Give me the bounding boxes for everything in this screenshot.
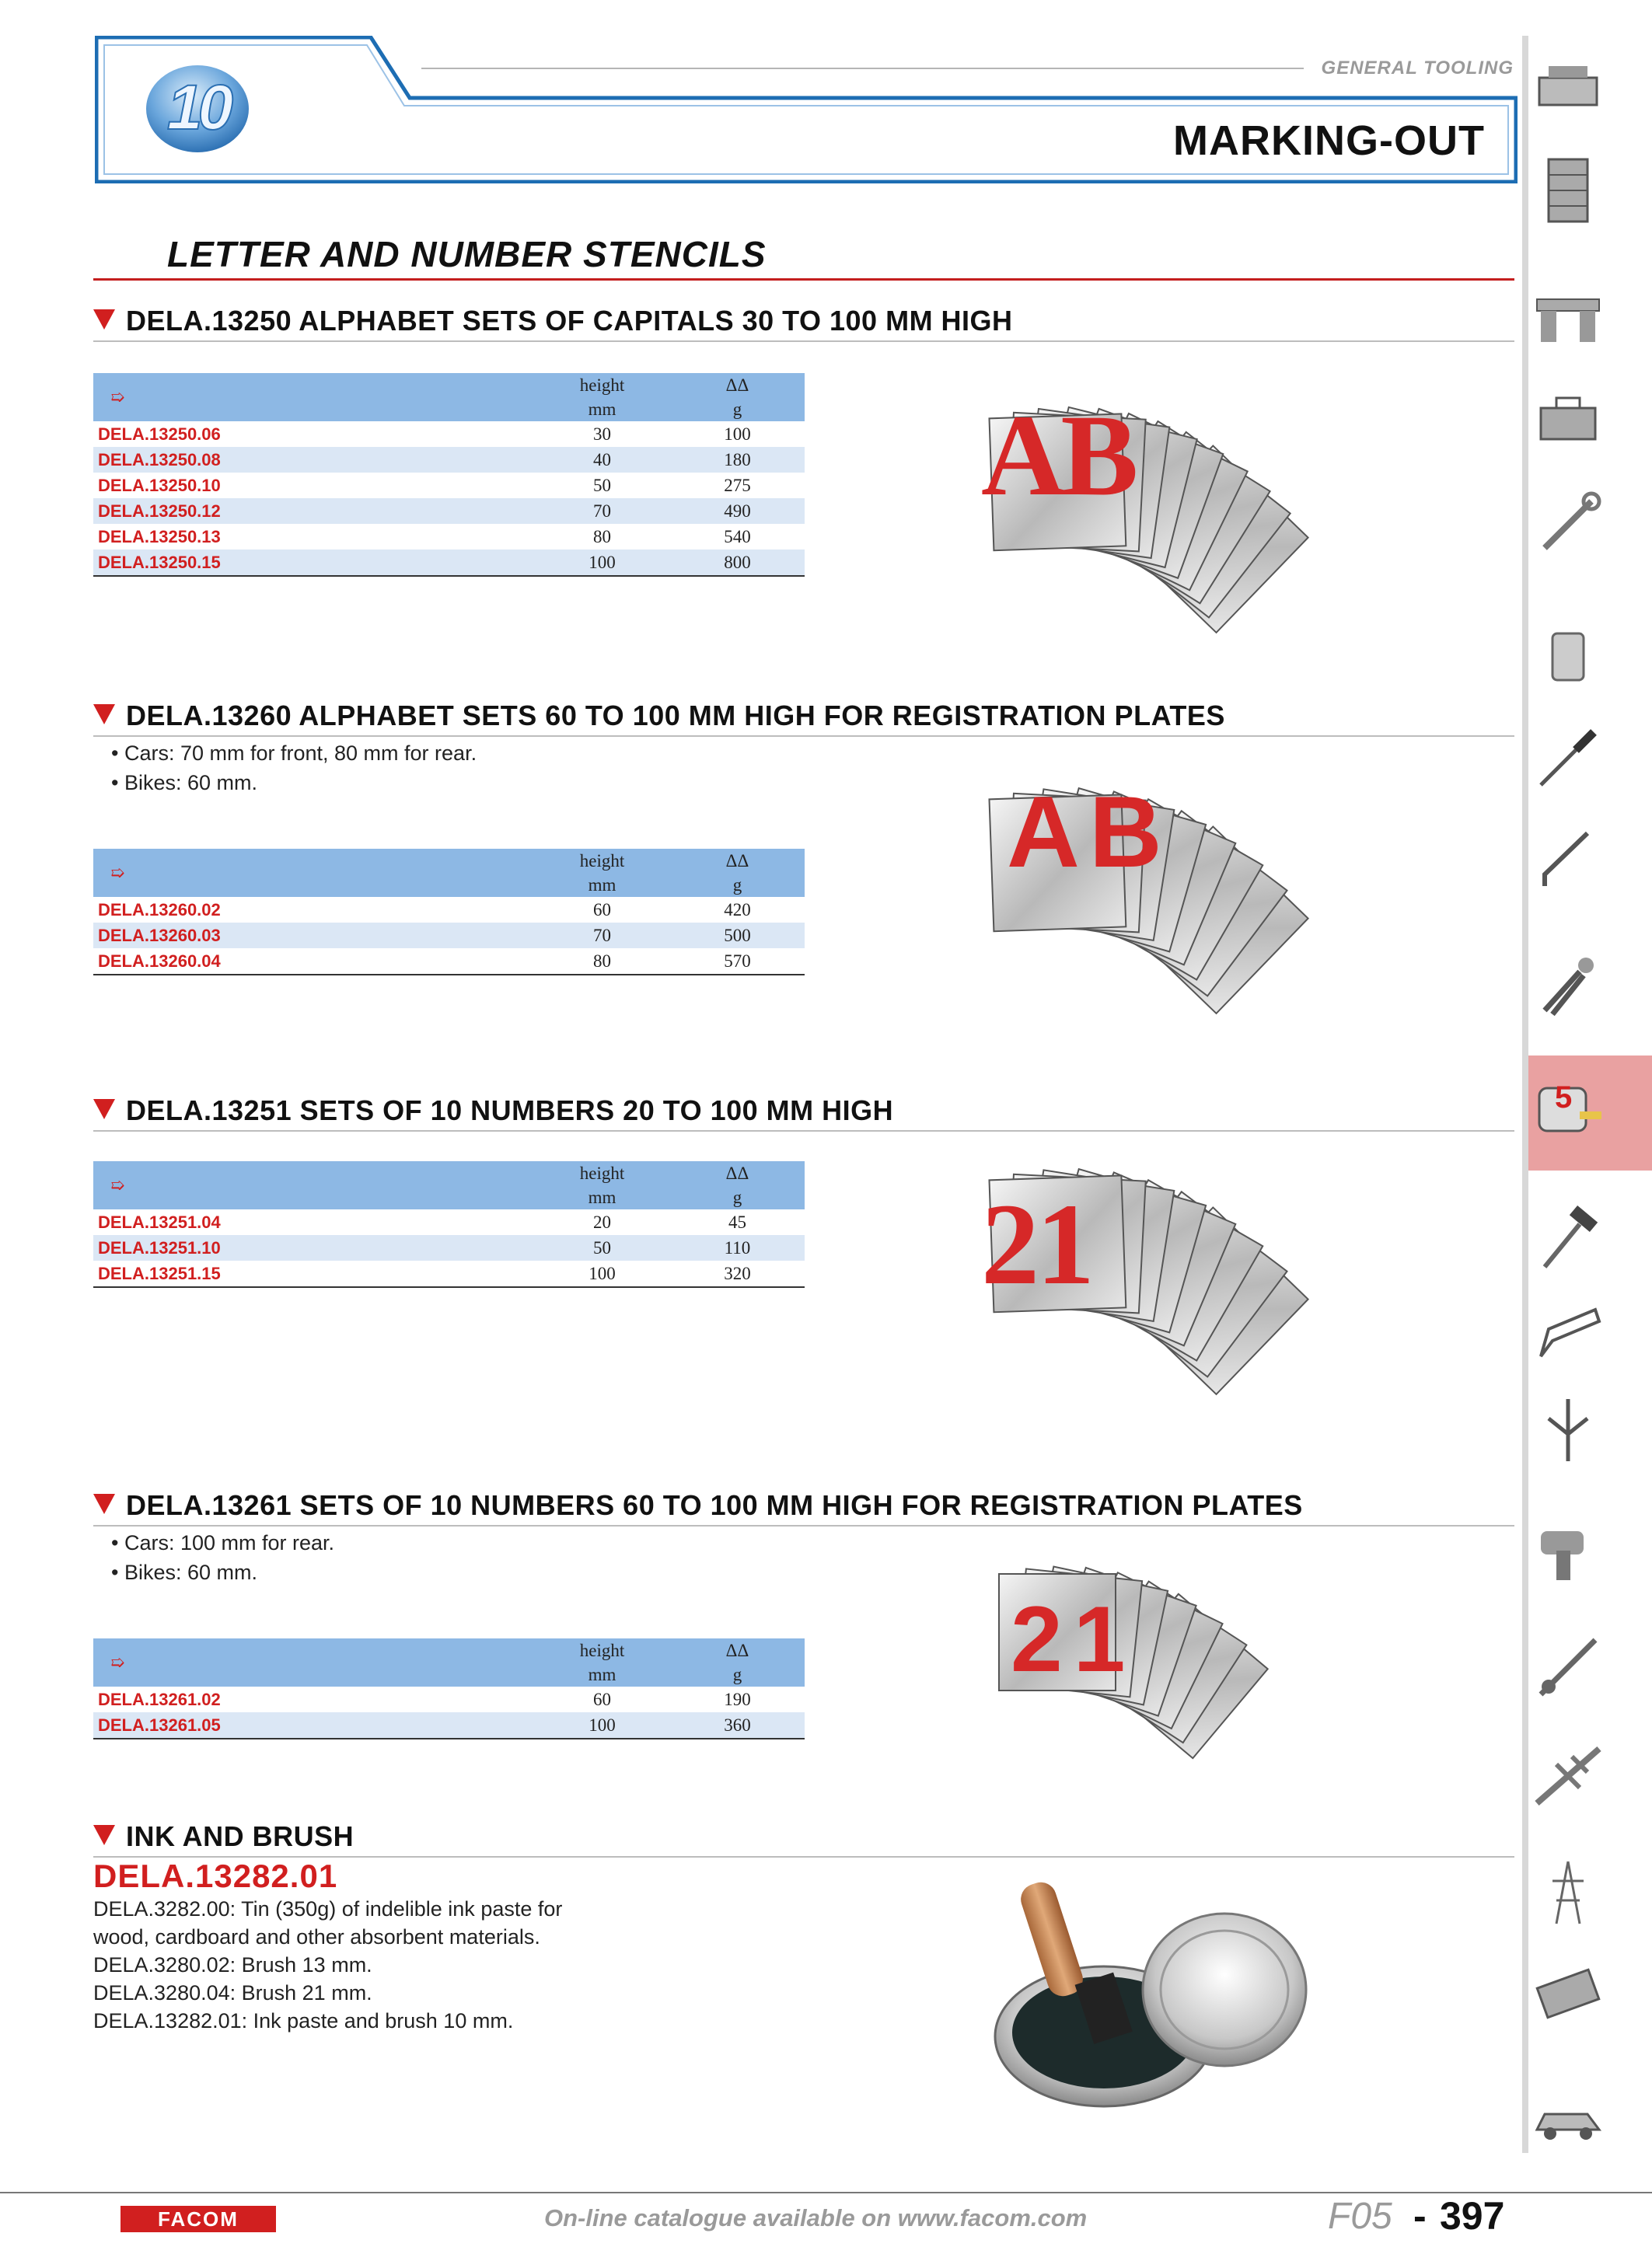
- electric-pylon-icon: [1533, 1858, 1603, 1928]
- reference-arrow-icon: ➯: [110, 864, 125, 883]
- car-icon: [1533, 2083, 1603, 2153]
- reference-arrow-icon: ➯: [110, 1653, 125, 1673]
- triangle-bullet-icon: [93, 309, 115, 330]
- stencil-letters: AB: [1007, 775, 1172, 888]
- table-row: DELA.13251.10 50 110: [93, 1235, 805, 1261]
- table-row: DELA.13251.15 100 320: [93, 1261, 805, 1287]
- workbench-icon: [1533, 54, 1603, 124]
- height-header: height: [534, 373, 670, 397]
- heading-divider: [93, 340, 1514, 342]
- bullet-list: • Cars: 100 mm for rear. • Bikes: 60 mm.: [111, 1531, 335, 1584]
- heading-divider: [93, 1525, 1514, 1527]
- ink-description: DELA.3282.00: Tin (350g) of indelible ink paste for wood, cardboard and other absorbent materials. DELA.3280.02: Brush 13 mm. DELA.3280.04: Brush 21 mm. DELA.13282.01: Ink paste and brush 10 mm.: [93, 1897, 563, 2032]
- table-row: DELA.13250.08 40 180: [93, 447, 805, 473]
- chapter-number: 10: [166, 72, 229, 143]
- category-label: GENERAL TOOLING: [1321, 58, 1514, 79]
- table-row: DELA.13260.04 80 570: [93, 948, 805, 975]
- table-row: DELA.13250.13 80 540: [98, 527, 751, 546]
- triangle-bullet-icon: [93, 1494, 115, 1514]
- chapter-badge: [141, 61, 254, 158]
- section-divider: [93, 278, 1514, 281]
- table-row: DELA.13260.02 60 420: [98, 900, 751, 919]
- triangle-bullet-icon: [93, 1825, 115, 1845]
- facom-logo: FACOM: [120, 2206, 276, 2232]
- bullet-list: • Cars: 70 mm for front, 80 mm for rear. • Bikes: 60 mm.: [111, 741, 477, 794]
- socket-icon: [1533, 622, 1603, 692]
- triangle-bullet-icon: [93, 704, 115, 724]
- reference-arrow-icon: ➯: [110, 388, 125, 407]
- hammer-icon: [1533, 1205, 1603, 1275]
- side-index-line: [1522, 36, 1528, 2153]
- table-row: DELA.13250.06 30 100: [98, 424, 751, 444]
- table-row: DELA.13250.10 50 275: [98, 476, 751, 495]
- page-title: MARKING-OUT: [1173, 117, 1485, 164]
- triangle-bullet-icon: [93, 1099, 115, 1119]
- stencil-letters: AB: [981, 391, 1134, 520]
- product-heading: DELA.13251 SETS OF 10 NUMBERS 20 TO 100 MM HIGH: [93, 1094, 1514, 1127]
- spec-table: ➯ height ΔΔ mm g DELA.13260.02 60 420 DELA.13260.03 70 500 DELA.13260.04 80 570: [93, 849, 805, 975]
- heading-divider: [93, 1130, 1514, 1132]
- circuit-board-icon: [1533, 1959, 1603, 2029]
- product-heading: DELA.13260 ALPHABET SETS 60 TO 100 MM HIGH FOR REGISTRATION PLATES: [93, 700, 1514, 732]
- heading-divider: [93, 735, 1514, 737]
- spec-table: ➯ height ΔΔ mm g DELA.13261.02 60 190 DELA.13261.05 100 360: [93, 1638, 805, 1739]
- wrench-icon: [1533, 490, 1603, 560]
- table-row: DELA.13251.04 20 45: [98, 1213, 746, 1232]
- table-row: DELA.13250.15 100 800: [93, 550, 805, 576]
- page-separator: -: [1413, 2194, 1427, 2238]
- weight-header-icon: ΔΔ: [670, 1161, 805, 1185]
- toolbox-icon: [1533, 381, 1603, 451]
- online-catalogue-note: On-line catalogue available on www.facom.com: [544, 2204, 1088, 2231]
- product-heading: DELA.13250 ALPHABET SETS OF CAPITALS 30 TO 100 MM HIGH: [93, 305, 1514, 337]
- screwdriver-icon: [1533, 723, 1603, 793]
- weight-header-icon: ΔΔ: [670, 1638, 805, 1663]
- stencil-numbers: 21: [1011, 1587, 1137, 1691]
- puller-icon: [1533, 1395, 1603, 1465]
- table-row: DELA.13261.05 100 360: [93, 1712, 805, 1739]
- weight-header-icon: ΔΔ: [670, 373, 805, 397]
- hacksaw-icon: [1533, 1298, 1603, 1368]
- pliers-icon: [1533, 948, 1603, 1018]
- reference-column-header: [93, 373, 534, 421]
- section-title: LETTER AND NUMBER STENCILS: [167, 234, 767, 274]
- ink-reference: DELA.13282.01: [93, 1858, 338, 1894]
- table-row: DELA.13261.02 60 190: [98, 1690, 751, 1709]
- stencil-numbers: 21: [981, 1180, 1091, 1309]
- weight-header-icon: ΔΔ: [670, 849, 805, 873]
- impact-wrench-icon: [1533, 1516, 1603, 1586]
- weight-unit: g: [670, 397, 805, 421]
- page-reference: F05: [1328, 2196, 1392, 2237]
- spec-table: ➯ height ΔΔ mm g DELA.13251.04 20 45 DELA.13251.10 50 110 DELA.13251.15 100 320: [93, 1161, 805, 1288]
- page-number: 397: [1440, 2194, 1505, 2238]
- bench-icon: [1533, 280, 1603, 350]
- table-row: DELA.13260.03 70 500: [93, 923, 805, 948]
- height-unit: mm: [534, 397, 670, 421]
- table-row: DELA.13250.12 70 490: [93, 498, 805, 524]
- tool-cabinet-icon: [1533, 155, 1603, 225]
- tape-measure-label: 5: [1555, 1080, 1573, 1115]
- ink-tin-brush-image: [968, 1873, 1341, 2122]
- footer-divider: [0, 2192, 1652, 2193]
- hex-key-icon: [1533, 824, 1603, 894]
- spec-table: [93, 373, 805, 577]
- aircraft-icon: [1533, 1741, 1603, 1811]
- product-heading: INK AND BRUSH: [93, 1820, 1514, 1853]
- product-heading: DELA.13261 SETS OF 10 NUMBERS 60 TO 100 MM HIGH FOR REGISTRATION PLATES: [93, 1489, 1514, 1522]
- torque-wrench-icon: [1533, 1632, 1603, 1702]
- reference-arrow-icon: ➯: [110, 1176, 125, 1195]
